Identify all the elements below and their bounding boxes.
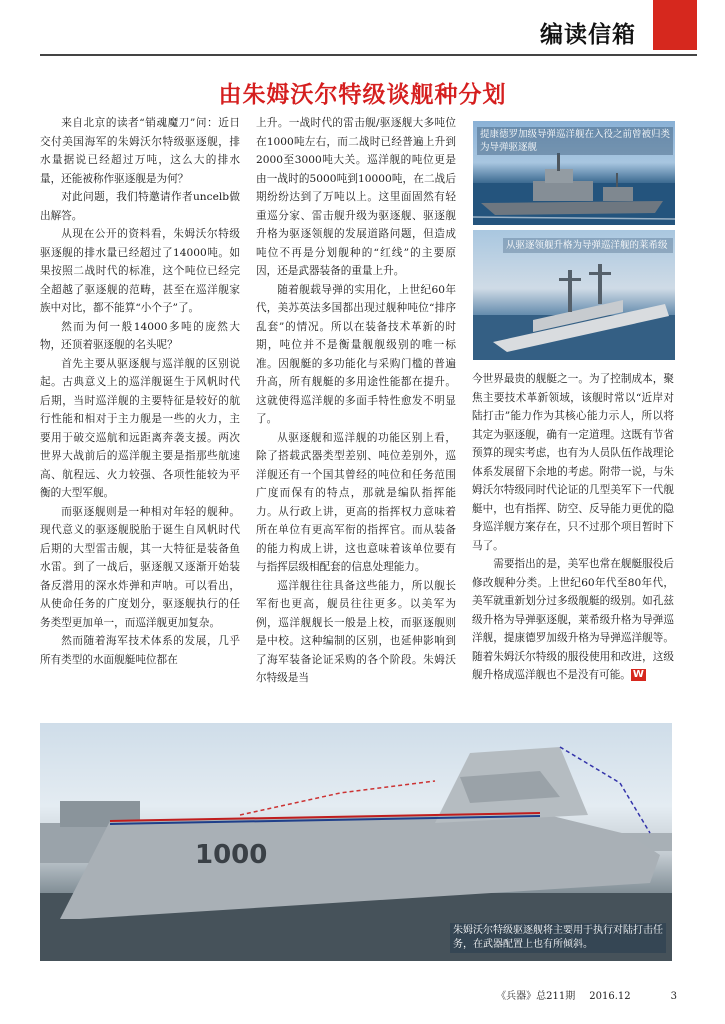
end-mark: W — [632, 669, 644, 680]
paragraph: 随着舰载导弹的实用化，上世纪60年代，美苏英法多国都出现过舰种吨位“排序乱套”的情况。所以在装备技术革新的时期，吨位并不是衡量舰舰级别的唯一标准。因舰艇的多功能化与采购门槛的普遍升高，所有舰艇的多用途性能都在提升。这就使得巡洋舰的多面手特性愈发不明显了。 — [256, 283, 456, 425]
photo-caption: 从驱逐领舰升格为导弹巡洋舰的莱希级 — [503, 238, 673, 253]
hull-number: 1000 — [195, 840, 268, 870]
photo-ticonderoga — [473, 121, 675, 225]
paragraph: 首先主要从驱逐舰与巡洋舰的区别说起。古典意义上的巡洋舰诞生于风帆时代后期，当时巡洋舰的主要特征是较好的航行性能和相对于主力舰是一些的火力，主要用于破交巡航和远距离奔袭支援。两次世界大战前后的巡洋舰主要是指那些航速高、航程远、火力较强、各项性能较为平衡的大型军舰。 — [40, 357, 240, 499]
photo-caption: 提康德罗加级导弹巡洋舰在入役之前曾被归类为导弹驱逐舰 — [477, 127, 673, 155]
text-column-1 — [40, 114, 240, 718]
paragraph: 来自北京的读者“销魂魔刀”问：近日交付美国海军的朱姆沃尔特级驱逐舰，排水量据说已经超过万吨，这么大的排水量，还能被称作驱逐舰是为何？ — [40, 117, 240, 185]
section-color-block — [653, 0, 697, 50]
header-rule — [40, 54, 697, 56]
page-number: 3 — [670, 991, 677, 1002]
text-column-2 — [256, 114, 456, 718]
issue-date: 2016.12 — [589, 991, 631, 1002]
paragraph: 然而随着海军技术体系的发展，几乎所有类型的水面舰艇吨位都在 — [40, 635, 240, 666]
photo-zumwalt — [40, 723, 672, 961]
paragraph: 然而为何一般14000多吨的庞然大物，还顶着驱逐舰的名头呢？ — [40, 320, 240, 351]
paragraph: 从现在公开的资料看，朱姆沃尔特级驱逐舰的排水量已经超过了14000吨。如果按照二战时代的标准，这个吨位已经完全超越了驱逐舰的范畴，甚至在巡洋舰家族中对比，都不能算“小个子”了。 — [40, 228, 240, 314]
text-column-3 — [472, 370, 674, 718]
magazine-issue: 《兵器》总211期 — [496, 991, 576, 1002]
paragraph: 巡洋舰往往具备这些能力，所以舰长军衔也更高，舰员往往更多。以美军为例，巡洋舰舰长一般是上校，而驱逐舰则是中校。这种编制的区别，也延伸影响到了海军装备论证采购的各个阶段。朱姆沃尔特级是当 — [256, 579, 456, 684]
paragraph: 今世界最贵的舰艇之一。为了控制成本，聚焦主要技术革新领域，该舰时常以“近岸对陆打击”能力作为其核心能力示人，所以将其定为驱逐舰，确有一定道理。这既有节省预算的现实考虑，也有为人员队伍作战理论体系发展留下余地的考虑。附带一说，与朱姆沃尔特级同时代论证的几型美军下一代舰艇中，也有指挥、防空、反导能力更优的隐身巡洋舰方案存在，只不过那个项目暂时下马了。 — [472, 373, 674, 552]
paragraph: 而驱逐舰则是一种相对年轻的舰种。现代意义的驱逐舰脱胎于诞生自风帆时代后期的大型雷击舰，其一大特征是装备鱼水雷。到了一战后，驱逐舰又逐渐开始装备反潜用的深水炸弹和声呐。可以看出，从使命任务的广度划分，驱逐舰执行的任务类型更加单一，而巡洋舰更加复杂。 — [40, 505, 240, 629]
article-title: 由朱姆沃尔特级谈舰种分划 — [218, 82, 507, 108]
photo-leahy — [473, 230, 675, 360]
paragraph — [472, 555, 674, 685]
paragraph: 从驱逐舰和巡洋舰的功能区别上看，除了搭载武器类型差别、吨位差别外，巡洋舰还有一个国其曾经的吨位和任务范围广度而保有的特点，那就是编队指挥能力。从行政上讲，更高的指挥权力意味着所在单位有更高军衔的指挥官。而从装备的能力构成上讲，这也意味着该单位要有与指挥层级相配套的信息处理能力。 — [256, 431, 456, 573]
paragraph: 上升。一战时代的雷击舰/驱逐舰大多吨位在1000吨左右，而二战时已经普遍上升到2000至3000吨大关。巡洋舰的吨位更是由一战时的5000吨到10000吨，在二战后期纷纷达到了万吨以上。这里面固然有轻重巡分家、雷击舰升级为驱逐舰、驱逐舰升格为驱逐领舰的发展道路问题，但造成吨位不再是分划舰种的“红线”的主要原因，还是武器装备的重量上升。 — [256, 117, 456, 277]
page-footer — [482, 987, 677, 1002]
section-tag: 编读信箱 — [540, 22, 636, 48]
paragraph-text: 需要指出的是，美军也常在舰艇服役后修改舰种分类。上世纪60年代至80年代，美军就重新划分过多级舰艇的级别。如孔兹级升格为导弹驱逐舰，莱希级升格为导弹巡洋舰，提康德罗加级升格为导弹巡洋舰等。随着朱姆沃尔特级的服役使用和改进，这级舰升格成巡洋舰也不是没有可能。 — [472, 558, 674, 681]
photo-caption: 朱姆沃尔特级驱逐舰将主要用于执行对陆打击任务，在武器配置上也有所倾斜。 — [450, 923, 666, 953]
paragraph: 对此问题，我们特邀请作者uncelb做出解答。 — [40, 191, 240, 222]
